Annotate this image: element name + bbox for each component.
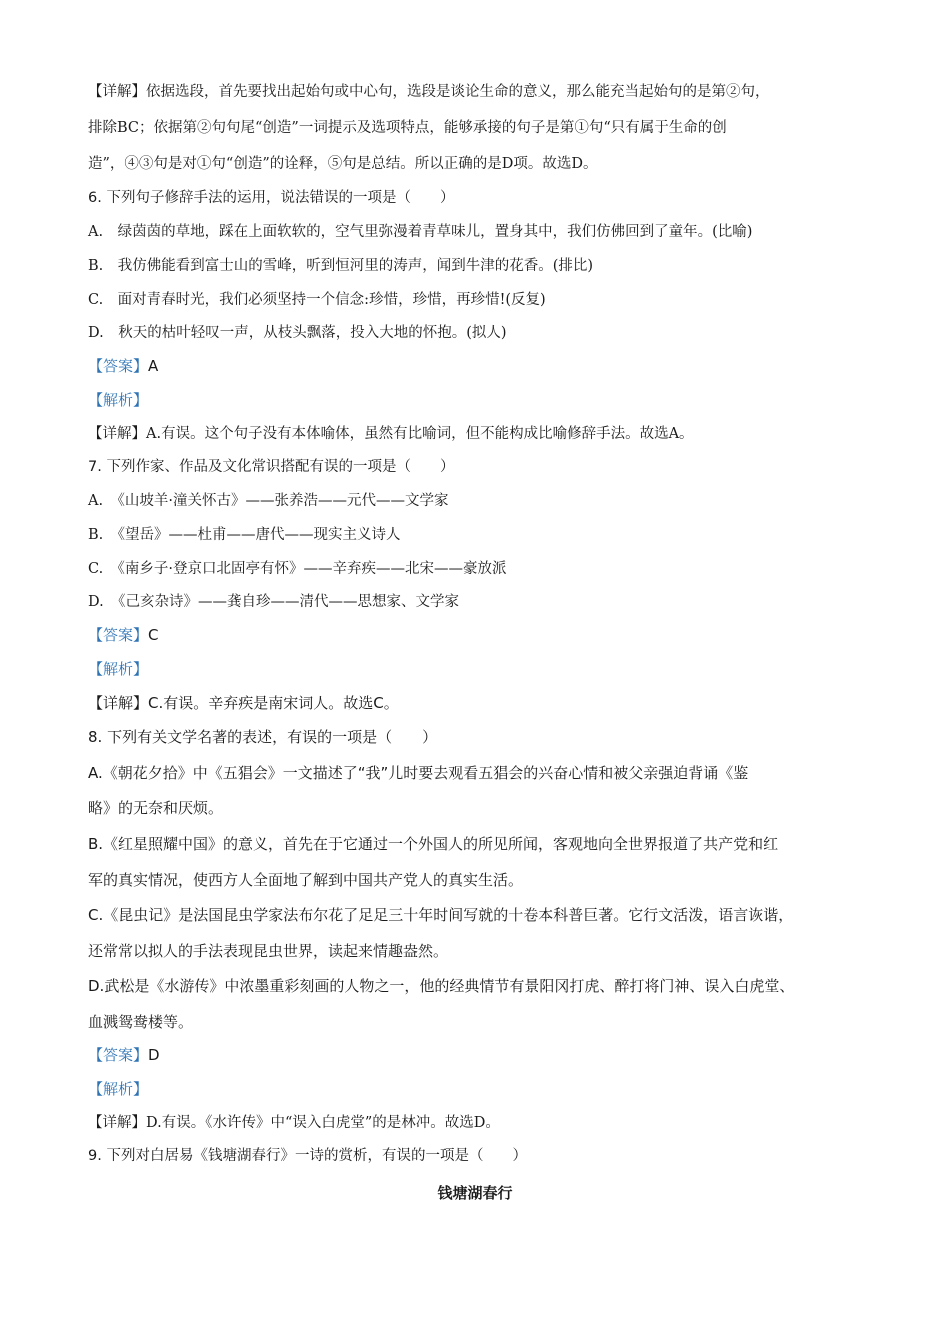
q7-number: 7.	[88, 459, 102, 475]
q8-option-b-line-1: B.《红星照耀中国》的意义，首先在于它通过一个外国人的所见所闻，客观地向全世界报道了共产党和红	[88, 835, 779, 853]
q9-stem: 9. 下列对白居易《钱塘湖春行》一诗的赏析，有误的一项是（ ）	[88, 1148, 527, 1164]
q8-option-a-line-2: 略》的无奈和厌烦。	[88, 799, 224, 817]
q6-option-c: C. 面对青春时光，我们必须坚持一个信念:珍惜，珍惜，再珍惜!(反复)	[88, 292, 546, 308]
q8-number: 8.	[88, 728, 103, 746]
q5-detail-line-3: 造”，④③句是对①句“创造”的诠释，⑤句是总结。所以正确的是D项。故选D。	[88, 156, 598, 172]
q8-detail: 【详解】D.有误。《水许传》中“误入白虎堂”的是林冲。故选D。	[88, 1115, 500, 1131]
q6-detail: 【详解】A.有误。这个句子没有本体喻体，虽然有比喻词，但不能构成比喻修辞手法。故选A。	[88, 426, 694, 442]
q7-analysis-tag: 【解析】	[88, 660, 149, 678]
q7-detail: 【详解】C.有误。辛弃疾是南宋词人。故选C。	[88, 694, 399, 712]
q7-option-a: A. 《山坡羊·潼关怀古》——张养浩——元代——文学家	[88, 493, 449, 509]
q8-option-d-line-2: 血溅鸳鸯楼等。	[88, 1013, 194, 1031]
q5-detail-line-2: 排除BC；依据第②句句尾“创造”一词提示及选项特点，能够承接的句子是第①句“只有属于生命的创	[88, 120, 727, 136]
q8-answer: 【答案】D	[88, 1046, 160, 1064]
q8-answer-tag: 【答案】	[88, 1046, 149, 1064]
q6-option-b: B. 我仿佛能看到富士山的雪峰，听到恒河里的涛声，闻到牛津的花香。(排比)	[88, 258, 594, 274]
q6-answer: 【答案】A	[88, 357, 159, 375]
q6-analysis-tag: 【解析】	[88, 391, 149, 409]
q5-detail-tag: 【详解】	[88, 84, 146, 100]
q8-option-a-line-1: A.《朝花夕拾》中《五猖会》一文描述了“我”儿时要去观看五猖会的兴奋心情和被父亲强迫背诵《鉴	[88, 764, 749, 782]
q6-number: 6.	[88, 190, 102, 206]
q8-analysis-tag: 【解析】	[88, 1080, 149, 1098]
q7-option-c: C. 《南乡子·登京口北固亭有怀》——辛弃疾——北宋——豪放派	[88, 561, 507, 577]
q9-number: 9.	[88, 1148, 102, 1164]
q6-stem: 6. 下列句子修辞手法的运用，说法错误的一项是（ ）	[88, 190, 455, 206]
q6-detail-tag: 【详解】	[88, 426, 146, 442]
q8-option-c-line-2: 还常常以拟人的手法表现昆虫世界，读起来情趣盎然。	[88, 942, 449, 960]
q6-option-a: A. 绿茵茵的草地，踩在上面软软的，空气里弥漫着青草味儿，置身其中，我们仿佛回到了童年。(比喻)	[88, 224, 753, 240]
q8-detail-tag: 【详解】	[88, 1115, 146, 1131]
poem-title: 钱塘湖春行	[437, 1184, 513, 1202]
q7-option-d: D. 《己亥杂诗》——龚自珍——清代——思想家、文学家	[88, 594, 459, 610]
q7-option-b: B. 《望岳》——杜甫——唐代——现实主义诗人	[88, 527, 401, 543]
q6-answer-tag: 【答案】	[88, 357, 149, 375]
q8-stem: 8. 下列有关文学名著的表述，有误的一项是（ ）	[88, 728, 438, 746]
q7-answer: 【答案】C	[88, 626, 159, 644]
q8-option-c-line-1: C.《昆虫记》是法国昆虫学家法布尔花了足足三十年时间写就的十卷本科普巨著。它行文活泼，语言诙谐，	[88, 906, 794, 924]
q8-option-d-line-1: D.武松是《水游传》中浓墨重彩刻画的人物之一，他的经典情节有景阳冈打虎、醉打将门神、误入白虎堂、	[88, 977, 795, 995]
q8-option-b-line-2: 军的真实情况，使西方人全面地了解到中国共产党人的真实生活。	[88, 871, 524, 889]
q5-detail-line-1: 【详解】依据选段，首先要找出起始句或中心句，选段是谈论生命的意义，那么能充当起始句的是第②句，	[88, 84, 770, 100]
q7-stem: 7. 下列作家、作品及文化常识搭配有误的一项是（ ）	[88, 459, 455, 475]
q7-answer-tag: 【答案】	[88, 626, 149, 644]
q6-option-d: D. 秋天的枯叶轻叹一声，从枝头飘落，投入大地的怀抱。(拟人)	[88, 325, 507, 341]
q7-detail-tag: 【详解】	[88, 694, 149, 712]
